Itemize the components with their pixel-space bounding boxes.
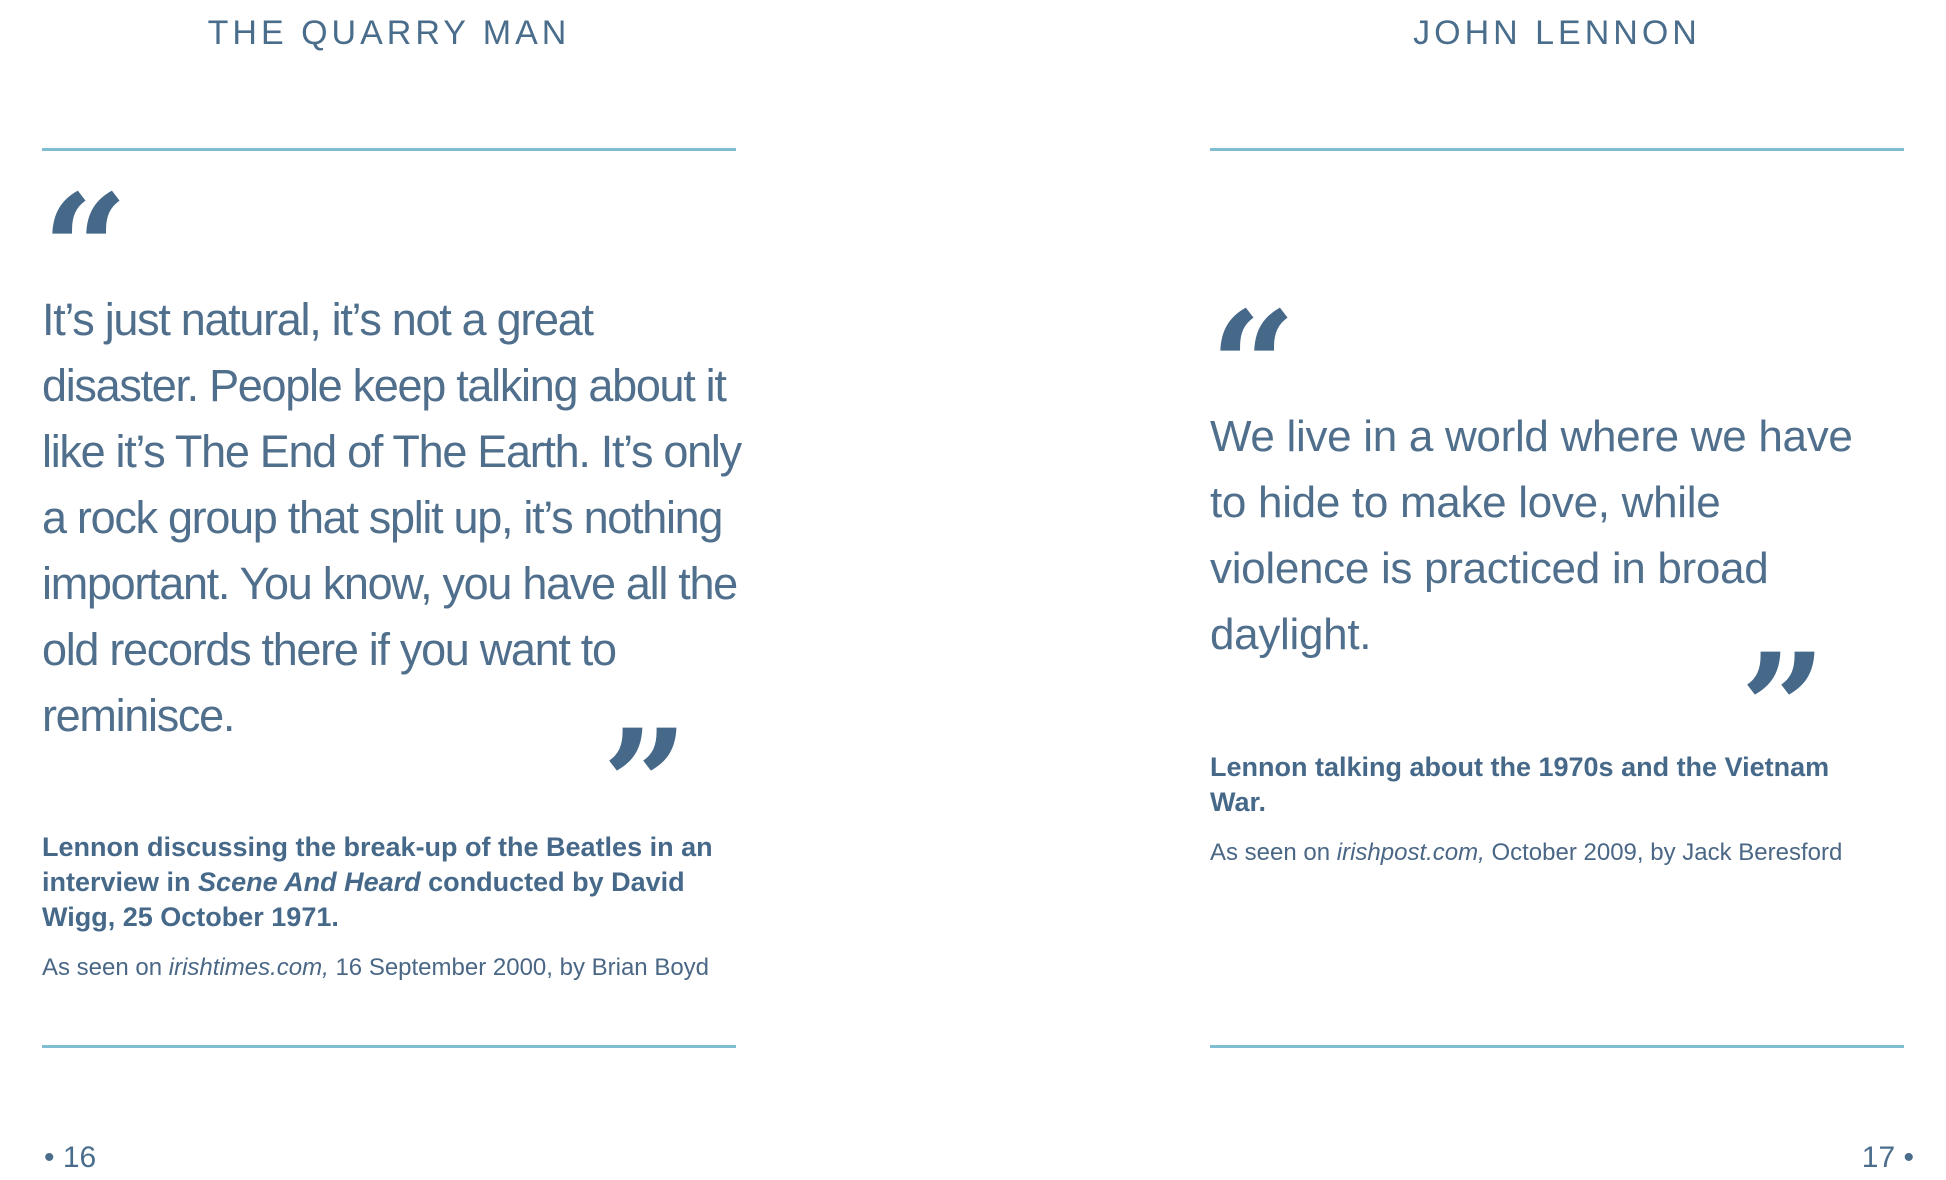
quote-attribution: Lennon talking about the 1970s and the Vietnam War. [1210,752,1830,817]
quote-source [1210,838,1842,868]
quote-block [1210,279,1910,668]
source-site: irishtimes.com, [168,954,329,981]
source-prefix: As seen on [1210,839,1337,866]
quote-block [42,162,742,749]
close-quote-icon: ” [602,697,685,873]
bottom-rule [1210,1045,1904,1048]
bottom-rule [42,1045,736,1048]
source-details: October 2009, by Jack Beresford [1484,839,1843,866]
quote-attribution [42,830,742,935]
attribution-text-end: conducted by David Wigg, 25 October 1971. [42,867,685,932]
close-quote-icon: ” [1740,621,1823,797]
top-rule [42,148,736,151]
running-head-book-title: THE QUARRY MAN [207,14,571,52]
quote-text: We live in a world where we have to hide to make love, while violence is practiced in broad daylight. [1210,412,1853,659]
source-site: irishpost.com, [1336,839,1485,866]
right-page [973,0,1946,1180]
page-number: 17 • [1861,1141,1914,1174]
source-details: 16 September 2000, by Brian Boyd [328,954,710,981]
attribution-text: Lennon discussing the break-up of the Beatles in an interview in [42,832,713,897]
quote-source [42,953,709,983]
top-rule [1210,148,1904,151]
open-quote-icon: “ [42,162,125,338]
open-quote-icon: “ [1210,279,1293,455]
source-prefix: As seen on [42,954,169,981]
running-head-author: JOHN LENNON [1413,14,1701,52]
quote-text: It’s just natural, it’s not a great disaster. People keep talking about it like it’s The End of The Earth. It’s only a rock group that split up, it’s nothing important. You know, you have all the old records there if you want to reminisce. [42,294,741,741]
page-number: • 16 [44,1141,97,1174]
attribution-publication-title: Scene And Heard [198,867,421,897]
